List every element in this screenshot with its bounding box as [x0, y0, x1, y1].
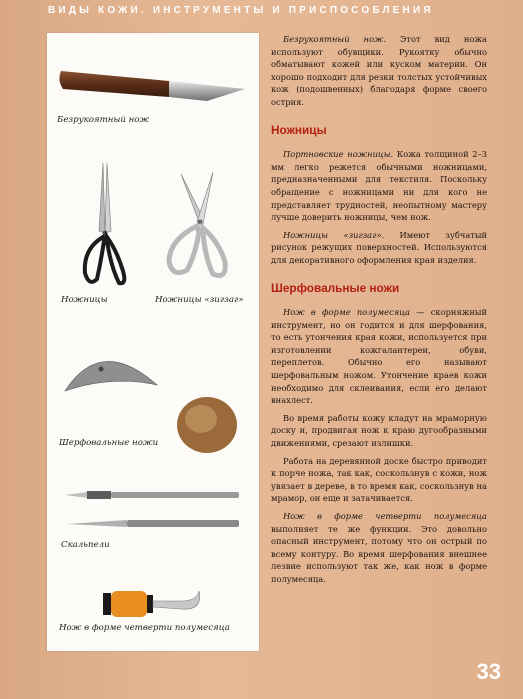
half-moon-knife-image	[61, 341, 161, 401]
intro-paragraph	[271, 33, 487, 109]
handleless-knife-text: Этот вид ножа используют обувщики. Рукоятку обычно обматывают кожей или куском материи. Он хорошо подходит для резки толстых устойчивых кож (подошвенных) благодаря форме своего острия.	[271, 34, 487, 107]
page-number: 33	[476, 659, 501, 684]
knife-caption: Безрукоятный нож	[57, 115, 150, 125]
half-moon-paragraph	[271, 306, 487, 407]
half-moon-term: Нож в форме полумесяца	[283, 307, 410, 318]
handleless-knife-term: Безрукоятный нож.	[283, 34, 387, 44]
scissors-caption: Ножницы	[61, 295, 108, 305]
text-column	[271, 33, 487, 591]
zigzag-scissors-image	[159, 170, 239, 288]
scalpels-caption: Скальпели	[61, 540, 110, 550]
zigzag-scissors-paragraph	[271, 229, 487, 267]
half-moon-text: — скорняжный инструмент, но он годится и для шерфования, то есть утончения края кожи, используется при изготовлении кожгалантереи, обуви, переплетов. Обычно его называют шерфовальным ножом. Утончение краев кожи необходимо для склеивания, если его делают внахлест.	[271, 307, 487, 406]
zigzag-scissors-caption: Ножницы «зигзаг»	[155, 295, 244, 305]
scalpel-file-image	[67, 516, 245, 530]
round-skiving-knife-image	[171, 393, 241, 457]
quarter-knife-term: Нож в форме четверти полумесяца	[283, 511, 487, 521]
zigzag-scissors-text: Имеют зубчатый рисунок режущих поверхностей. Используются для декоративного оформления края изделия.	[271, 229, 487, 265]
handleless-knife-image	[57, 65, 247, 110]
quarter-knife-text: выполняет те же функции. Это довольно опасный инструмент, потому что он острый по всему контуру. Во время шерфования внешнее лезвие используют так же, как нож в форме полумесяца.	[271, 523, 487, 584]
zigzag-scissors-term: Ножницы «зигзаг».	[283, 229, 385, 240]
tailor-scissors-paragraph	[271, 148, 487, 224]
marble-board-paragraph: Во время работы кожу кладут на мраморную доску и, продвигая нож к краю дугообразными движениями, срезают излишки.	[271, 412, 487, 449]
illustrations-panel	[47, 33, 259, 651]
tailor-scissors-image	[77, 161, 137, 291]
tailor-scissors-term: Портновские ножницы.	[283, 149, 394, 160]
quarter-knife-paragraph	[271, 510, 487, 586]
quarter-knife-caption: Нож в форме четверти полумесяца	[59, 623, 230, 633]
skiving-caption: Шерфовальные ножи	[59, 438, 159, 448]
skiving-heading: Шерфовальные ножи	[271, 280, 400, 295]
page-header: ВИДЫ КОЖИ. ИНСТРУМЕНТЫ И ПРИСПОСОБЛЕНИЯ	[48, 5, 434, 16]
scissors-heading: Ножницы	[271, 122, 327, 137]
tailor-scissors-text: Кожа толщиной 2–3 мм легко режется обычными ножницами, предназначенными для текстиля. Поскольку обращение с ножницами ни для кого не представляет трудностей, неопытному мастеру лучше доверить ножницы, чем нож.	[271, 149, 487, 223]
scalpel-image	[65, 488, 245, 502]
wooden-board-paragraph: Работа на деревянной доске быстро приводит к порче ножа, так как, соскользнув с кожи, нож увязает в дереве, в то время как, соскользнув на мрамор, он еще и затачивается.	[271, 455, 487, 504]
quarter-half-moon-knife-image	[85, 585, 225, 625]
